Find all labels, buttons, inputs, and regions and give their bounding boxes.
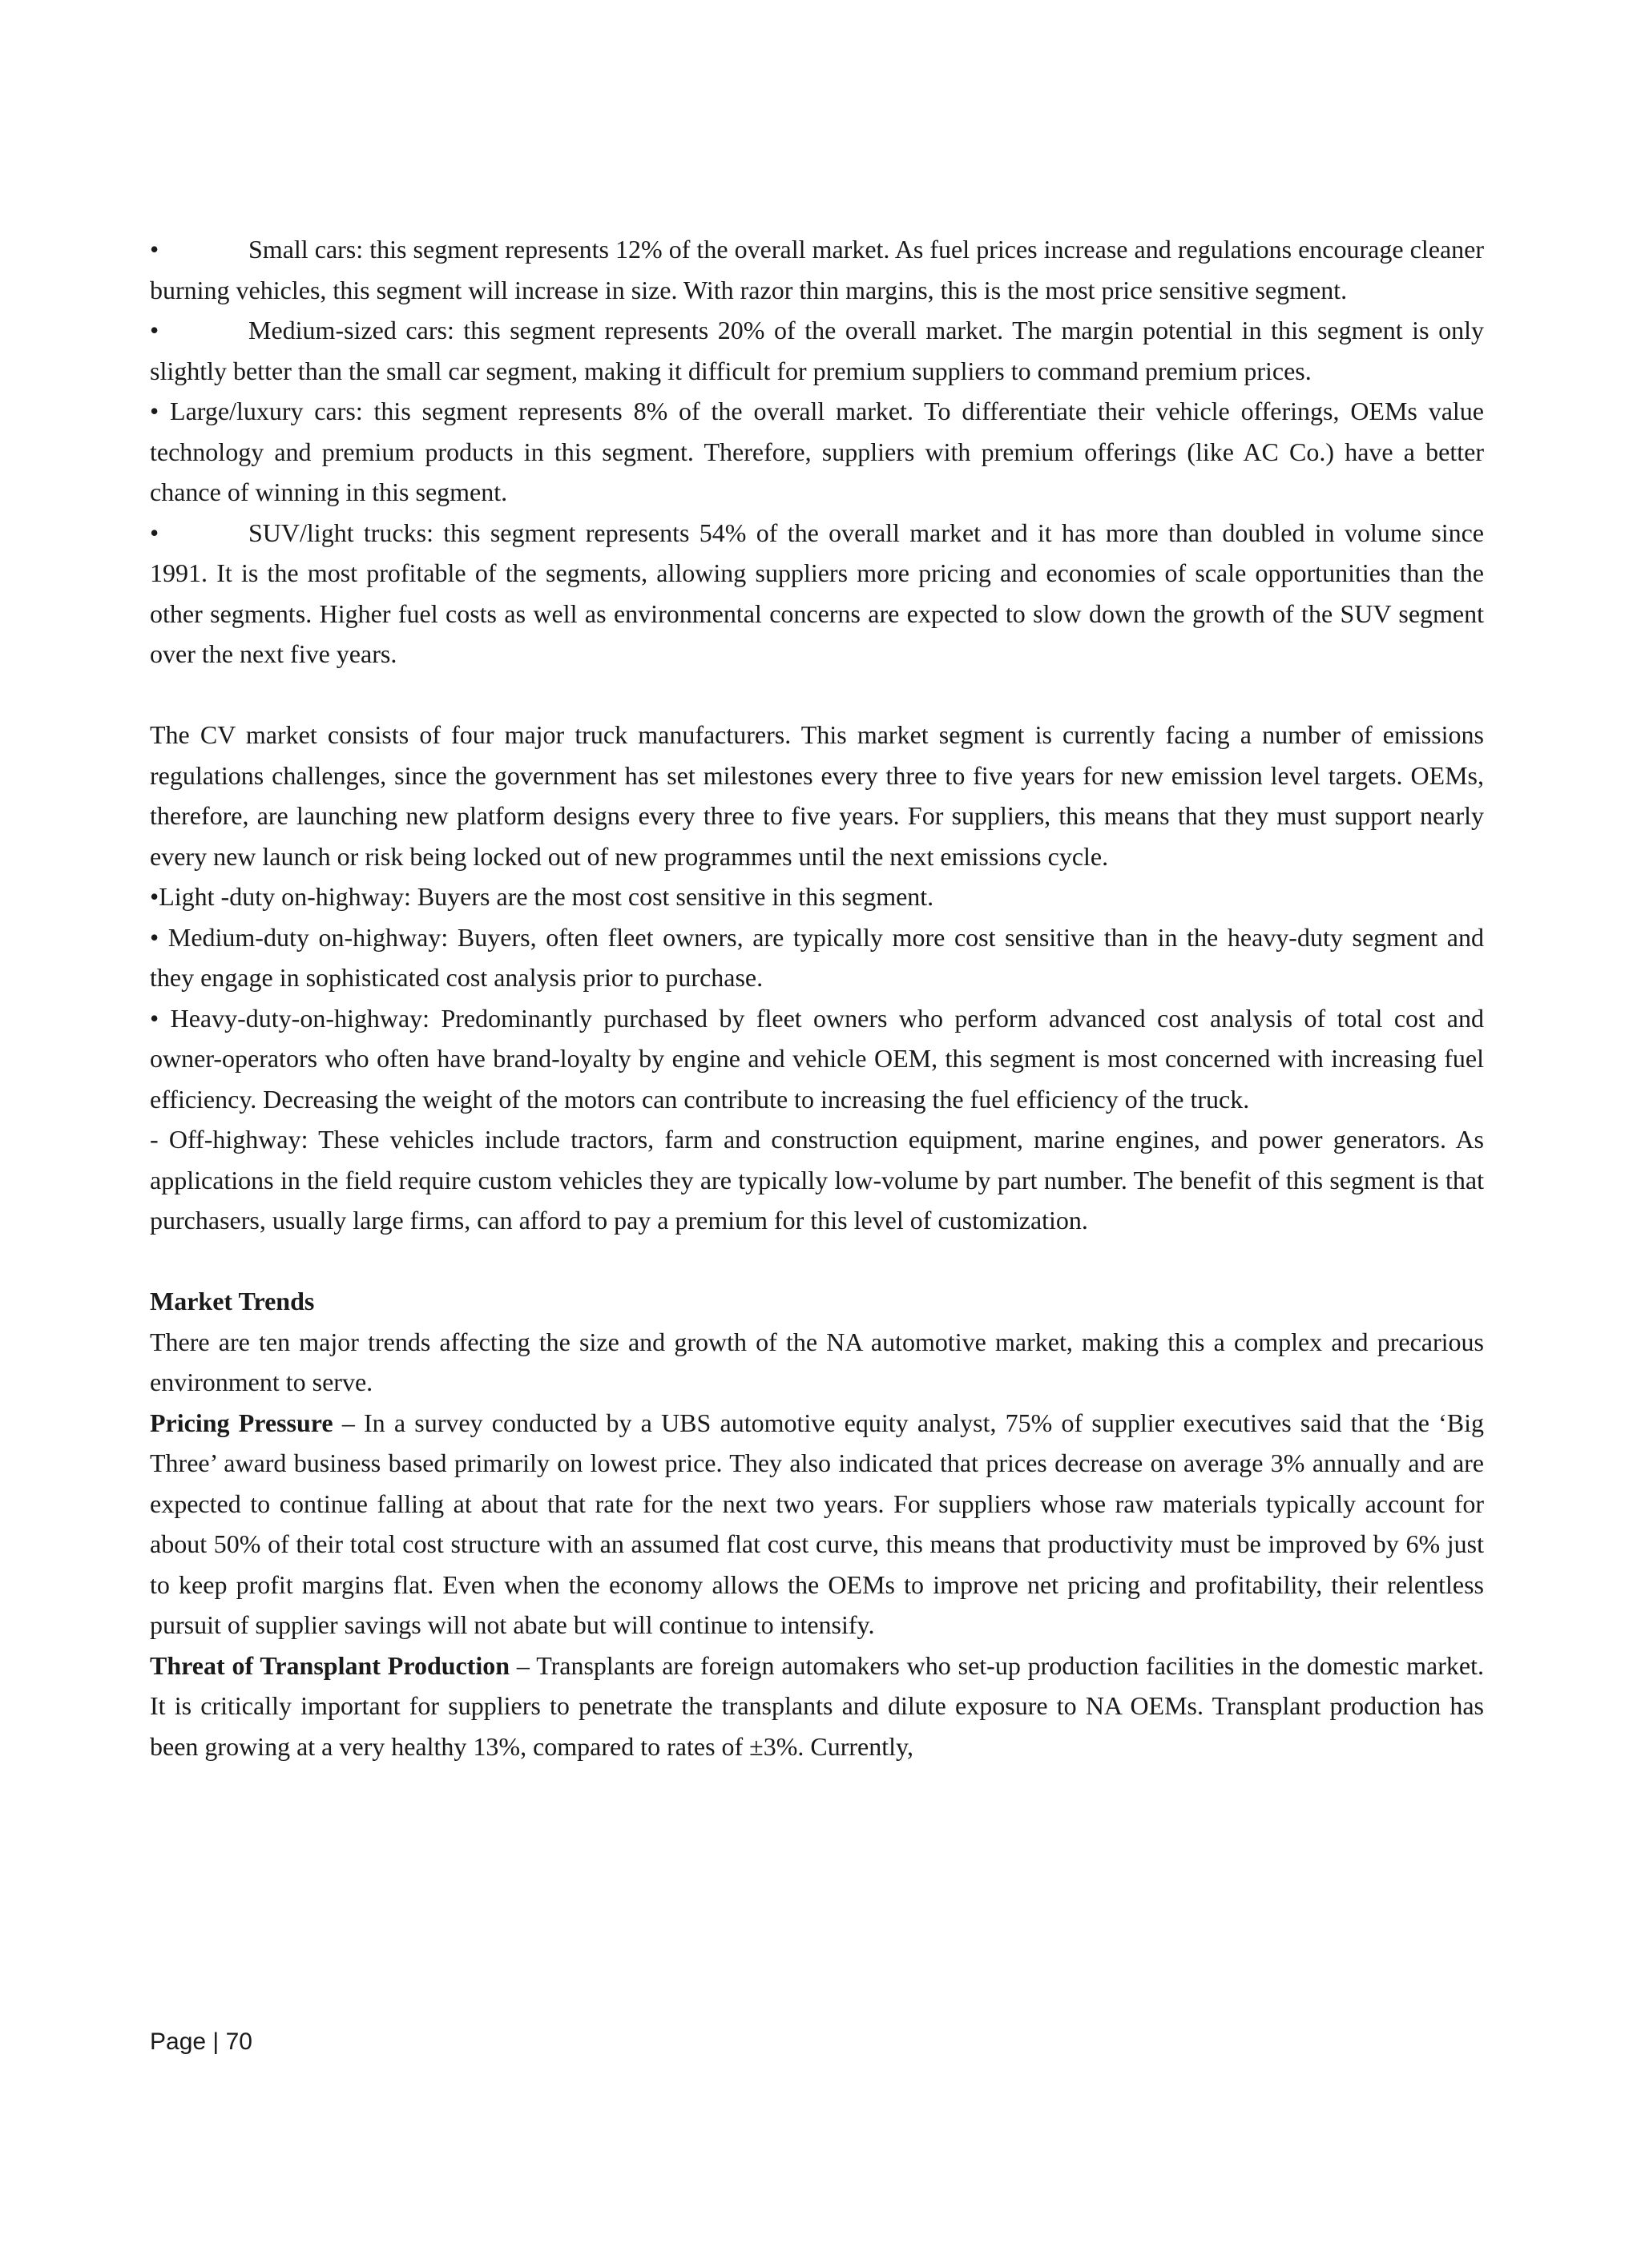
bullet: •	[150, 518, 159, 547]
section-heading-market-trends: Market Trends	[150, 1287, 315, 1315]
trend-title: Pricing Pressure	[150, 1408, 333, 1437]
segment-text: Small cars: this segment represents 12% of the overall market. As fuel prices increase and regulations encourage cleaner burning vehicles, this segment will increase in size. With razor thin margins, this is the most price sensitive segment.	[150, 235, 1484, 304]
trend-text: – In a survey conducted by a UBS automotive equity analyst, 75% of supplier executives said that the ‘Big Three’ award business based primarily on lowest price. They also indicated that prices decrease on average 3% annually and are expected to continue falling at about that rate for the next two years. For suppliers whose raw materials typically account for about 50% of their total cost structure with an assumed flat cost curve, this means that productivity must be improved by 6% just to keep profit margins flat. Even when the economy allows the OEMs to improve net pricing and profitability, their relentless pursuit of supplier savings will not abate but will continue to intensify.	[150, 1408, 1485, 1639]
segment-medium-duty: • Medium-duty on-highway: Buyers, often fleet owners, are typically more cost sensitive than in the heavy-duty segment and they engage in sophisticated cost analysis prior to purchase.	[150, 922, 1484, 992]
page-label: Page	[150, 2028, 207, 2055]
market-trends-intro: There are ten major trends affecting the size and growth of the NA automotive market, making this a complex and precarious environment to serve.	[150, 1327, 1484, 1396]
segment-text: Medium-sized cars: this segment represents 20% of the overall market. The margin potential in this segment is only slightly better than the small car segment, making it difficult for premium suppliers to command premium prices.	[150, 316, 1484, 385]
paragraph-gap	[150, 1241, 1484, 1282]
segment-off-highway: - Off-highway: These vehicles include tractors, farm and construction equipment, marine engines, and power generators. As applications in the field require custom vehicles they are typically low-volume by part number. The benefit of this segment is that purchasers, usually large firms, can afford to pay a premium for this level of customization.	[150, 1125, 1484, 1235]
segment-suv-light-trucks	[150, 513, 1484, 675]
segment-small-cars	[150, 229, 1484, 310]
trend-title: Threat of Transplant Production	[150, 1650, 510, 1680]
trend-text: – Transplants are foreign automakers who set-up production facilities in the domestic market. It is critically important for suppliers to penetrate the transplants and dilute exposure to NA OEMs. Transplant production has been growing at a very healthy 13%, compared to rates of ±3%. Currently,	[150, 1650, 1485, 1761]
bullet: •	[150, 235, 159, 264]
segment-large-luxury-cars: • Large/luxury cars: this segment represents 8% of the overall market. To differentiate their vehicle offerings, OEMs value technology and premium products in this segment. Therefore, suppliers with premium offerings (like AC Co.) have a better chance of winning in this segment.	[150, 397, 1484, 506]
paragraph-gap	[150, 675, 1484, 715]
bullet: •	[150, 316, 159, 344]
trend-transplant-production	[150, 1646, 1484, 1767]
page-footer	[150, 2028, 252, 2056]
page-number: 70	[225, 2028, 252, 2055]
segment-heavy-duty: • Heavy-duty-on-highway: Predominantly purchased by fleet owners who perform advanced cost analysis of total cost and owner-operators who often have brand-loyalty by engine and vehicle OEM, this segment is most concerned with increasing fuel efficiency. Decreasing the weight of the motors can contribute to increasing the fuel efficiency of the truck.	[150, 1003, 1484, 1114]
segment-text: SUV/light trucks: this segment represents 54% of the overall market and it has more than doubled in volume since 1991. It is the most profitable of the segments, allowing suppliers more pricing and economies of scale opportunities than the other segments. Higher fuel costs as well as environmental concerns are expected to slow down the growth of the SUV segment over the next five years.	[150, 518, 1484, 668]
trend-pricing-pressure	[150, 1403, 1484, 1646]
segment-light-duty: •Light -duty on-highway: Buyers are the most cost sensitive in this segment.	[150, 882, 934, 911]
segment-medium-cars	[150, 310, 1484, 391]
cv-intro-paragraph: The CV market consists of four major truck manufacturers. This market segment is currently facing a number of emissions regulations challenges, since the government has set milestones every three to five years for new emission level targets. OEMs, therefore, are launching new platform designs every three to five years. For suppliers, this means that they must support nearly every new launch or risk being locked out of new programmes until the next emissions cycle.	[150, 720, 1484, 871]
page-separator: |	[212, 2028, 220, 2055]
document-body	[150, 229, 1484, 1766]
